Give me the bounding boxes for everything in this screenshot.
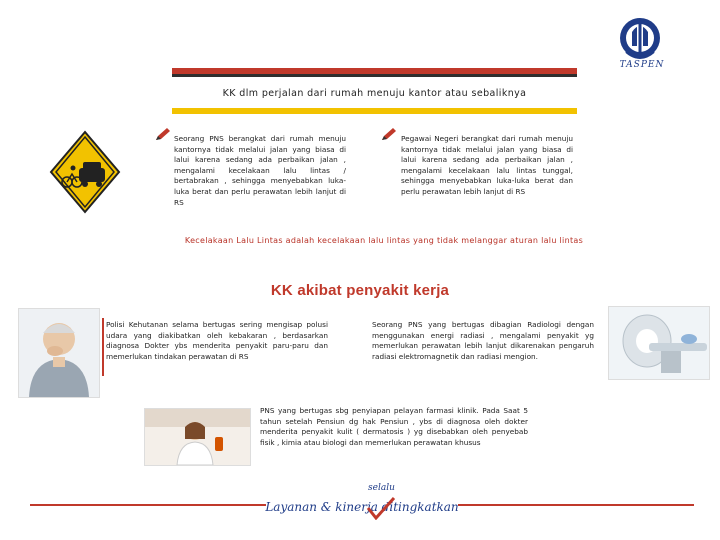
page-title: KK dlm perjalan dari rumah menuju kantor atau sebaliknya: [222, 88, 527, 99]
logo-text: TASPEN: [619, 60, 665, 70]
footer-rule-right: [458, 504, 694, 506]
footer-tagline: Layanan & kinerja ditingkatkan: [265, 500, 459, 514]
pencil-icon: [155, 127, 171, 141]
divider-bar: [102, 318, 104, 376]
commute-case-right-text: Pegawai Negeri berangkat dari rumah menuju kantornya tidak melalui jalan yang biasa di lalui karena sedang ada perbaikan jalan , mengalami kecelakaan lalu lintas tunggal, sehingga menyebabkan luka-luka berat dan perlu perawatan lebih lanjut di RS: [401, 134, 573, 196]
coughing-man-photo: [18, 308, 100, 398]
tagline-selalu: selalu: [368, 483, 395, 493]
checkmark-icon: [366, 496, 396, 520]
section-title: KK akibat penyakit kerja: [270, 282, 450, 299]
pencil-icon: [381, 127, 397, 141]
header-bar-dark: [172, 74, 577, 77]
commute-case-left-text: Seorang PNS berangkat dari rumah menuju kantornya tidak melalui jalan yang biasa di lalui karena sedang ada perbaikan jalan , mengalami kecelakaan lalu lintas / bertabrakan , sehingga menyebabkan luka-luka berat dan perlu perawatan lebih lanjut di RS: [174, 134, 346, 207]
pharmacy-case-text: PNS yang bertugas sbg penyiapan pelayan farmasi klinik. Pada Saat 5 tahun setelah Pensiun dg hak Pensiun , ybs di diagnosa oleh dokter menderita penyakit kulit ( dermatosis ) yg disebabkan oleh penyebab fisik , kimia atau biologi dan memerlukan perawatan khusus: [260, 406, 528, 447]
forest-police-case-text: Polisi Kehutanan selama bertugas sering mengisap polusi udara yang diakibatkan oleh kebakaran , berdasarkan diagnosa Dokter ybs menderita penyakit paru-paru dan memerlukan tindakan perawatan di RS: [106, 320, 328, 361]
pharmacist-photo: [144, 408, 251, 466]
footer-rule-left: [30, 504, 266, 506]
mri-scanner-photo: [608, 306, 710, 380]
traffic-accident-note: Kecelakaan Lalu Lintas adalah kecelakaan lalu lintas yang tidak melanggar aturan lalu lintas: [184, 236, 584, 245]
traffic-warning-sign-icon: [49, 130, 121, 214]
radiology-case-text: Seorang PNS yang bertugas dibagian Radiologi dengan menggunakan energi radiasi , mengalami penyakit yg memerlukan perawatan lebih lanjut dikarenakan pengaruh radiasi elektromagnetik dan radiasi mengion.: [372, 320, 594, 361]
